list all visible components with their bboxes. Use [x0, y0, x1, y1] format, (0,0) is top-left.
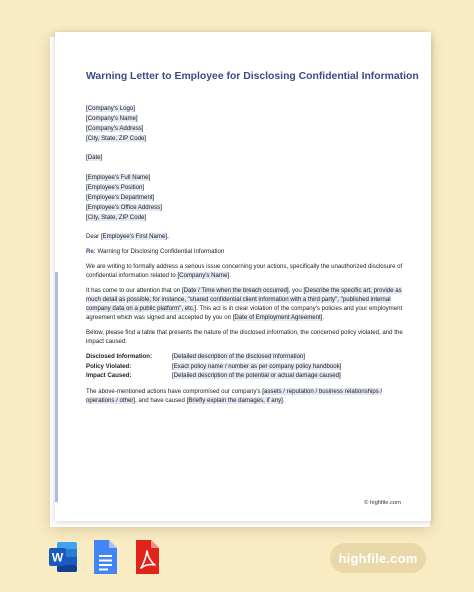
- company-address-placeholder: [Company's Address]: [86, 125, 144, 132]
- page-edge-accent: [55, 272, 58, 502]
- employee-city-placeholder: [City, State, ZIP Code]: [86, 214, 147, 221]
- table-row: [86, 362, 406, 372]
- date-block: [86, 153, 406, 163]
- employee-office-placeholder: [Employee's Office Address]: [86, 204, 162, 211]
- violation-table: [86, 352, 406, 381]
- table-row-value: [Detailed description of the potential or actual damage caused]: [172, 372, 341, 379]
- document-page: [55, 32, 431, 521]
- pdf-icon[interactable]: [132, 537, 162, 577]
- employee-position-placeholder: [Employee's Position]: [86, 184, 145, 191]
- table-row-label: Policy Violated:: [86, 362, 132, 370]
- subject-line: [86, 247, 406, 256]
- subject-text: Warning for Disclosing Confidential Information: [95, 248, 225, 255]
- docs-icon[interactable]: [90, 537, 120, 577]
- letter-content: [86, 70, 419, 411]
- salutation: Dear [Employee's First Name],: [86, 233, 169, 240]
- date-placeholder: [Date]: [86, 154, 103, 161]
- table-row: [86, 352, 406, 362]
- paragraph-2: It has come to our attention that on [Date / Time when the breach occurred], you [Describe the specific art, provide as much detail as possible, for instance, "shared confidential client information with a third party", "published internal company data on a public platform", etc.]. This act is in clear violation of the company's policies and your employment agreement which was signed and accepted by you on [Date of Employment Agreement].: [86, 287, 403, 321]
- company-city-placeholder: [City, State, ZIP Code]: [86, 135, 147, 142]
- table-row-value: [Detailed description of the disclosed Information]: [172, 353, 306, 360]
- employee-name-placeholder: [Employee's Full Name]: [86, 174, 151, 181]
- format-icons: [48, 537, 162, 577]
- word-icon[interactable]: [48, 537, 78, 577]
- company-logo-placeholder: [Company's Logo]: [86, 105, 135, 112]
- re-label: Re:: [86, 248, 96, 255]
- salutation-name: [Employee's First Name]: [100, 233, 168, 240]
- brand-badge[interactable]: highfile.com: [330, 543, 426, 573]
- employee-address-block: [86, 173, 406, 223]
- company-name-placeholder: [Company's Name]: [86, 115, 138, 122]
- paragraph-4: The above-mentioned actions have compromised our company's [assets / reputation / business relationships / operations / other], and have caused [Briefly explain the damages, if any].: [86, 387, 383, 404]
- paragraph-1: We are writing to formally address a serious issue concerning your actions, specifically the unauthorized disclosure of confidential information related to [Company's Name].: [86, 263, 403, 279]
- svg-text:W: W: [51, 550, 64, 565]
- document-title: Warning Letter to Employee for Disclosing Confidential Information: [86, 71, 419, 82]
- employee-department-placeholder: [Employee's Department]: [86, 194, 155, 201]
- table-row-label: Impact Caused:: [86, 372, 132, 379]
- table-row-value: [Exact policy name / number as per company policy handbook]: [172, 362, 342, 370]
- paragraph-3: Below, please find a table that presents the nature of the disclosed information, the concerned policy violated, and the impact caused:: [86, 329, 403, 345]
- page-footer-copyright: © highfile.com: [364, 500, 401, 506]
- table-row-label: Disclosed Information:: [86, 353, 153, 360]
- table-row: [86, 371, 406, 381]
- company-address-block: [86, 104, 406, 144]
